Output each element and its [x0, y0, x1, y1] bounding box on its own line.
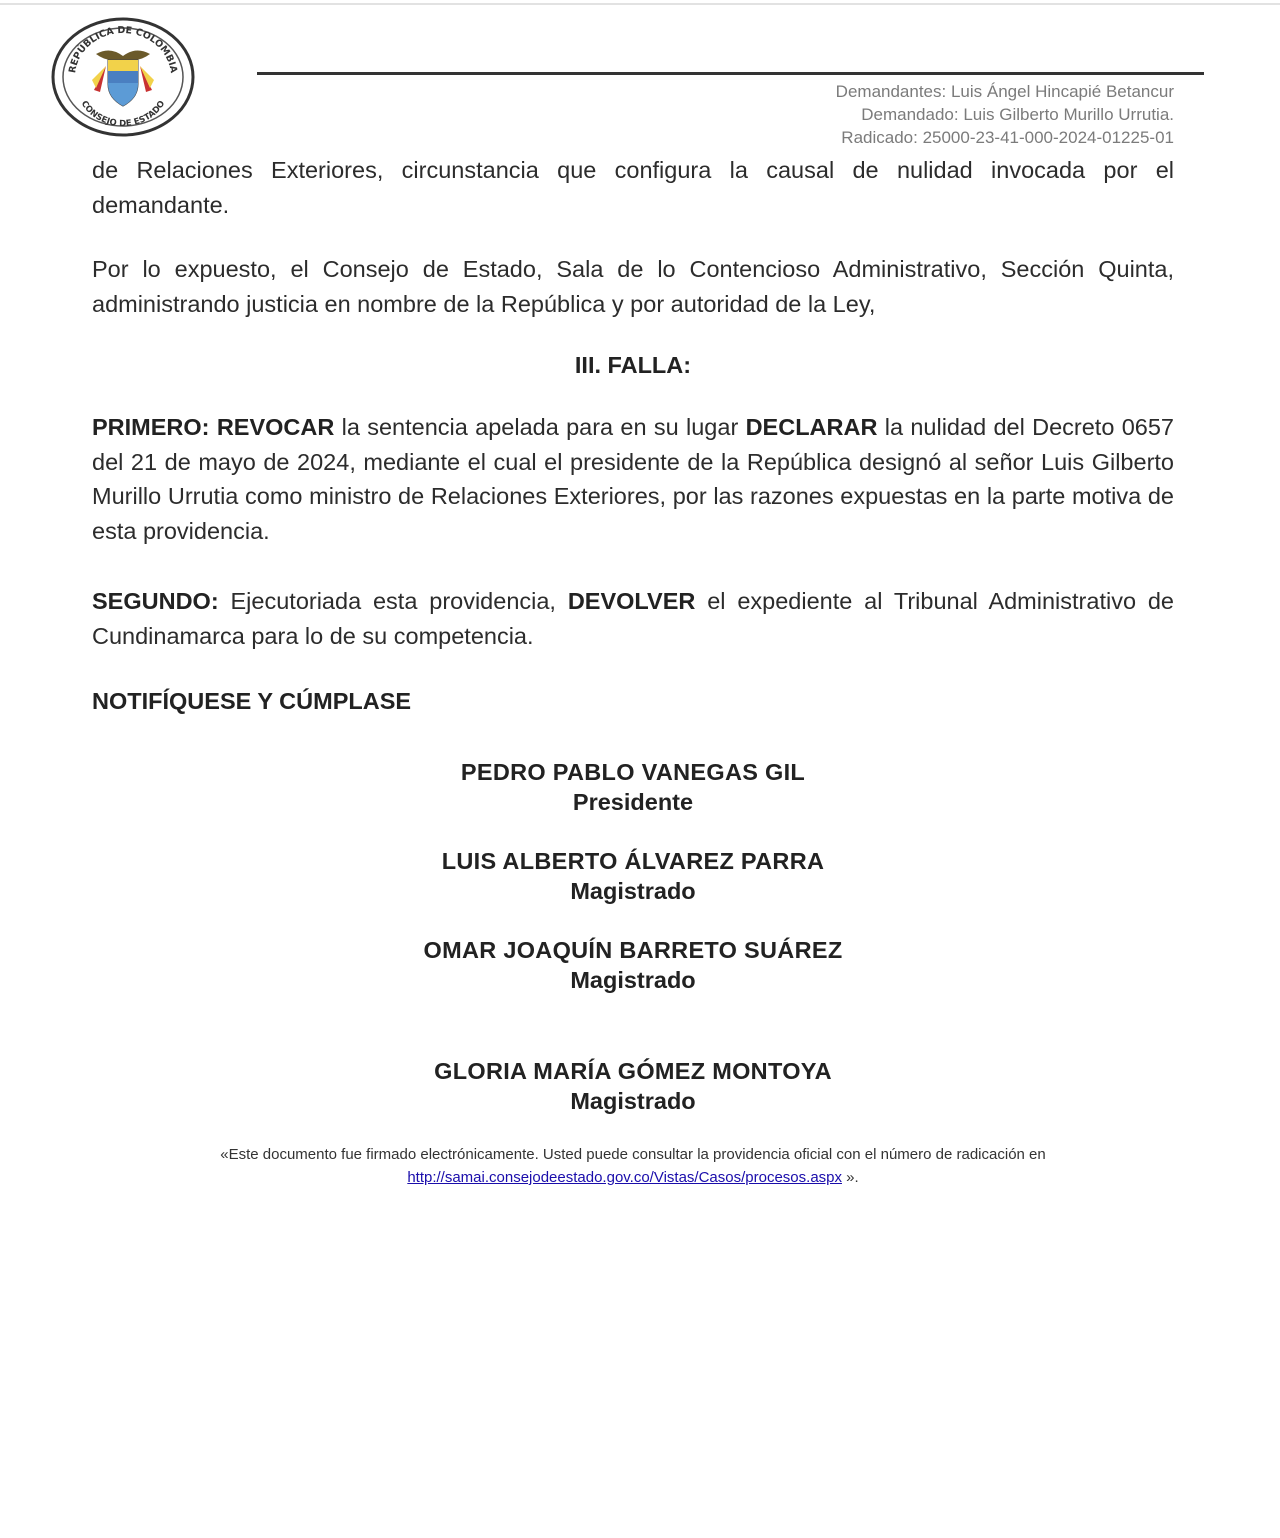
primero-action: REVOCAR [216, 414, 335, 440]
primero-text-1: la sentencia apelada para en su lugar [334, 414, 746, 440]
paragraph-primero [92, 410, 1174, 548]
signature-block [92, 1056, 1174, 1116]
samai-link[interactable]: http://samai.consejodeestado.gov.co/Vistas/Casos/procesos.aspx [407, 1169, 842, 1186]
segundo-text-1: Ejecutoriada esta providencia, [218, 588, 568, 614]
paragraph-continuation: de Relaciones Exteriores, circunstancia que configura la causal de nulidad invocada por el demandante. [92, 157, 1174, 218]
page-top-border [0, 3, 1280, 5]
consejo-de-estado-seal-icon [50, 16, 196, 138]
footer-note-suffix: ». [842, 1169, 859, 1186]
closing-formula: NOTIFÍQUESE Y CÚMPLASE [92, 688, 412, 714]
signature-name: GLORIA MARÍA GÓMEZ MONTOYA [434, 1058, 832, 1084]
demandado-line: Demandado: Luis Gilberto Murillo Urrutia. [861, 105, 1174, 124]
seal-bottom-text: CONSEJO DE ESTADO [78, 99, 168, 130]
radicado-line: Radicado: 25000-23-41-000-2024-01225-01 [841, 128, 1174, 147]
signature-role: Presidente [572, 789, 694, 815]
signature-role: Magistrado [570, 967, 696, 993]
signature-role: Magistrado [570, 1088, 696, 1114]
paragraph-por-lo-expuesto: Por lo expuesto, el Consejo de Estado, Sala de lo Contencioso Administrativo, Sección Quinta, administrando justicia en nombre de la República y por autoridad de la Ley, [92, 256, 1174, 317]
segundo-action: DEVOLVER [567, 588, 696, 614]
demandantes-line: Demandantes: Luis Ángel Hincapié Betancur [835, 82, 1174, 101]
primero-text-2: la nulidad del Decreto 0657 del 21 de mayo de 2024, mediante el cual el presidente de la República designó al señor Luis Gilberto Murillo Urrutia como ministro de Relaciones Exteriores, por las razones expuestas en la parte motiva de esta providencia. [92, 414, 1174, 544]
signature-block [92, 757, 1174, 817]
signature-block [92, 935, 1174, 995]
case-header [836, 80, 1174, 149]
signature-name: LUIS ALBERTO ÁLVAREZ PARRA [441, 848, 825, 874]
section-title: III. FALLA: [574, 352, 692, 378]
signature-block [92, 846, 1174, 906]
paragraph-segundo [92, 584, 1174, 653]
signature-role: Magistrado [570, 878, 696, 904]
segundo-label: SEGUNDO: [92, 588, 219, 614]
electronic-signature-note [92, 1143, 1174, 1189]
footer-note-text: «Este documento fue firmado electrónicamente. Usted puede consultar la providencia oficial con el número de radicación en [220, 1146, 1046, 1163]
signature-name: PEDRO PABLO VANEGAS GIL [460, 759, 806, 785]
header-rule [257, 72, 1204, 75]
seal-top-text: REPÚBLICA DE COLOMBIA [67, 24, 179, 74]
signature-name: OMAR JOAQUÍN BARRETO SUÁREZ [423, 937, 843, 963]
primero-action-2: DECLARAR [745, 414, 878, 440]
primero-label: PRIMERO: [92, 414, 210, 440]
segundo-text-2: el expediente al Tribunal Administrativo de Cundinamarca para lo de su competencia. [92, 588, 1175, 649]
